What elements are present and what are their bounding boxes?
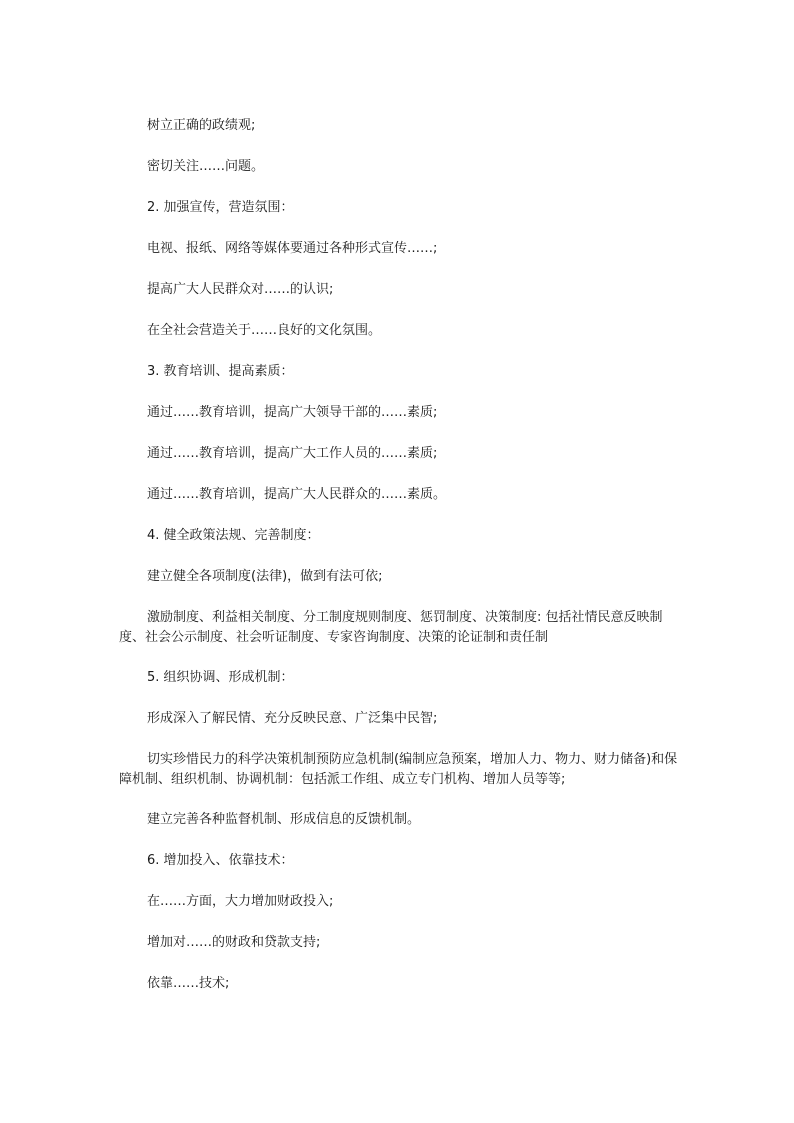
section-heading: 4. 健全政策法规、完善制度： xyxy=(147,528,320,543)
section-heading: 3. 教育培训、提高素质： xyxy=(147,364,294,379)
paragraph: 在……方面，大力增加财政投入; xyxy=(147,894,334,909)
section-heading: 2. 加强宣传，营造氛围： xyxy=(147,200,294,215)
paragraph: 通过……教育培训，提高广大人民群众的……素质。 xyxy=(147,487,447,502)
section-heading: 6. 增加投入、依靠技术： xyxy=(147,853,294,868)
paragraph: 形成深入了解民情、充分反映民意、广泛集中民智; xyxy=(147,711,438,726)
paragraph: 建立健全各项制度(法律)，做到有法可依; xyxy=(147,569,383,584)
paragraph: 树立正确的政绩观; xyxy=(147,118,256,133)
paragraph: 提高广大人民群众对……的认识; xyxy=(147,282,334,297)
paragraph: 通过……教育培训，提高广大领导干部的……素质; xyxy=(147,405,438,420)
paragraph: 激励制度、利益相关制度、分工制度规则制度、惩罚制度、决策制度: 包括社情民意反映制度、社会公示制度、社会听证制度、专家咨询制度、决策的论证制和责任制 xyxy=(119,610,663,645)
paragraph: 依靠……技术; xyxy=(147,976,230,991)
paragraph: 切实珍惜民力的科学决策机制预防应急机制(编制应急预案，增加人力、物力、财力储备)和保障机制、组织机制、协调机制：包括派工作组、成立专门机构、增加人员等等; xyxy=(119,752,678,787)
document-body xyxy=(119,116,685,1015)
paragraph: 增加对……的财政和贷款支持; xyxy=(147,935,321,950)
paragraph: 通过……教育培训，提高广大工作人员的……素质; xyxy=(147,446,438,461)
section-heading: 5. 组织协调、形成机制： xyxy=(147,670,294,685)
paragraph: 建立完善各种监督机制、形成信息的反馈机制。 xyxy=(147,812,421,827)
paragraph: 电视、报纸、网络等媒体要通过各种形式宣传……; xyxy=(147,241,438,256)
paragraph: 密切关注……问题。 xyxy=(147,159,265,174)
paragraph: 在全社会营造关于……良好的文化氛围。 xyxy=(147,323,382,338)
